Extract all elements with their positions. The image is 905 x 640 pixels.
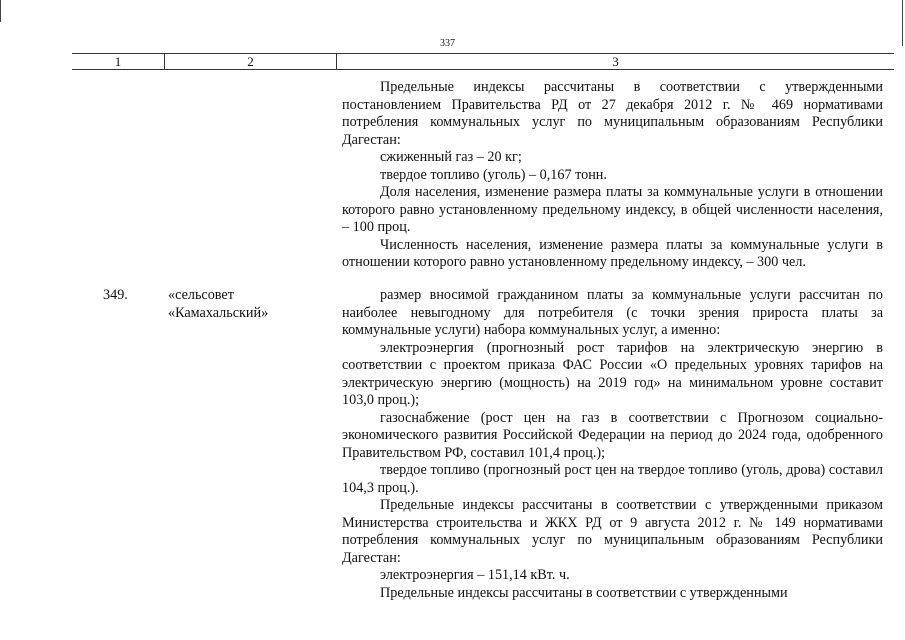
paragraph: сжиженный газ – 20 кг; — [380, 149, 522, 165]
row-name-line: «сельсовет — [168, 287, 234, 303]
header-col-2: 2 — [247, 54, 254, 69]
paragraph: твердое топливо (прогнозный рост цен на твердое топливо (уголь, дрова) составил 104,3 проц.). — [342, 462, 883, 496]
continuation-text — [342, 79, 883, 272]
paragraph: Доля населения, изменение размера платы за коммунальные услуги в отношении которого равно установленному предельному индексу, в общей численности населения, – 100 проц. — [342, 184, 883, 235]
header-col-3: 3 — [612, 54, 619, 69]
scan-edge-left — [0, 0, 1, 22]
scan-edge-right — [902, 0, 903, 46]
row-number: 349. — [103, 287, 128, 303]
row-name — [168, 287, 268, 322]
header-col-1: 1 — [114, 54, 122, 69]
paragraph: электроэнергия (прогнозный рост тарифов на электрическую энергию в соответствии с проектом приказа ФАС России «О предельных уровнях тарифов на электрическую энергию (мощность) на 2019 год» на минимальном уровне составит 103,0 проц.); — [342, 339, 883, 408]
paragraph: Предельные индексы рассчитаны в соответствии с утвержденными приказом Министерства строительства и ЖКХ РД от 9 августа 2012 г. № 149 нормативами потребления коммунальных услуг по муниципальным образованиям Республики Дагестан: — [342, 497, 883, 566]
row-description — [342, 287, 883, 602]
paragraph: Предельные индексы рассчитаны в соответствии с утвержденными постановлением Правительства РД от 27 декабря 2012 г. № 469 нормативами потребления коммунальных услуг по муниципальным образованиям Республики Дагестан: — [342, 79, 883, 148]
paragraph: Численность населения, изменение размера платы за коммунальные услуги в отношении которого равно установленному предельному индексу, – 300 чел. — [342, 236, 883, 270]
row-name-line: «Камахальский» — [168, 304, 269, 321]
paragraph: размер вносимой гражданином платы за коммунальные услуги рассчитан по наиболее невыгодному для потребителя (с точки зрения прироста платы за коммунальные услуги) набора коммунальных услуг, а именно: — [342, 287, 883, 338]
paragraph: твердое топливо (уголь) – 0,167 тонн. — [380, 166, 607, 183]
paragraph: электроэнергия – 151,14 кВт. ч. — [380, 567, 570, 583]
paragraph: газоснабжение (рост цен на газ в соответствии с Прогнозом социально-экономического развития Российской Федерации на период до 2024 года, одобренного Правительством РФ, составил 101,4 проц.); — [342, 409, 883, 461]
paragraph: Предельные индексы рассчитаны в соответствии с утвержденными — [380, 584, 788, 601]
page-number: 337 — [440, 38, 455, 49]
